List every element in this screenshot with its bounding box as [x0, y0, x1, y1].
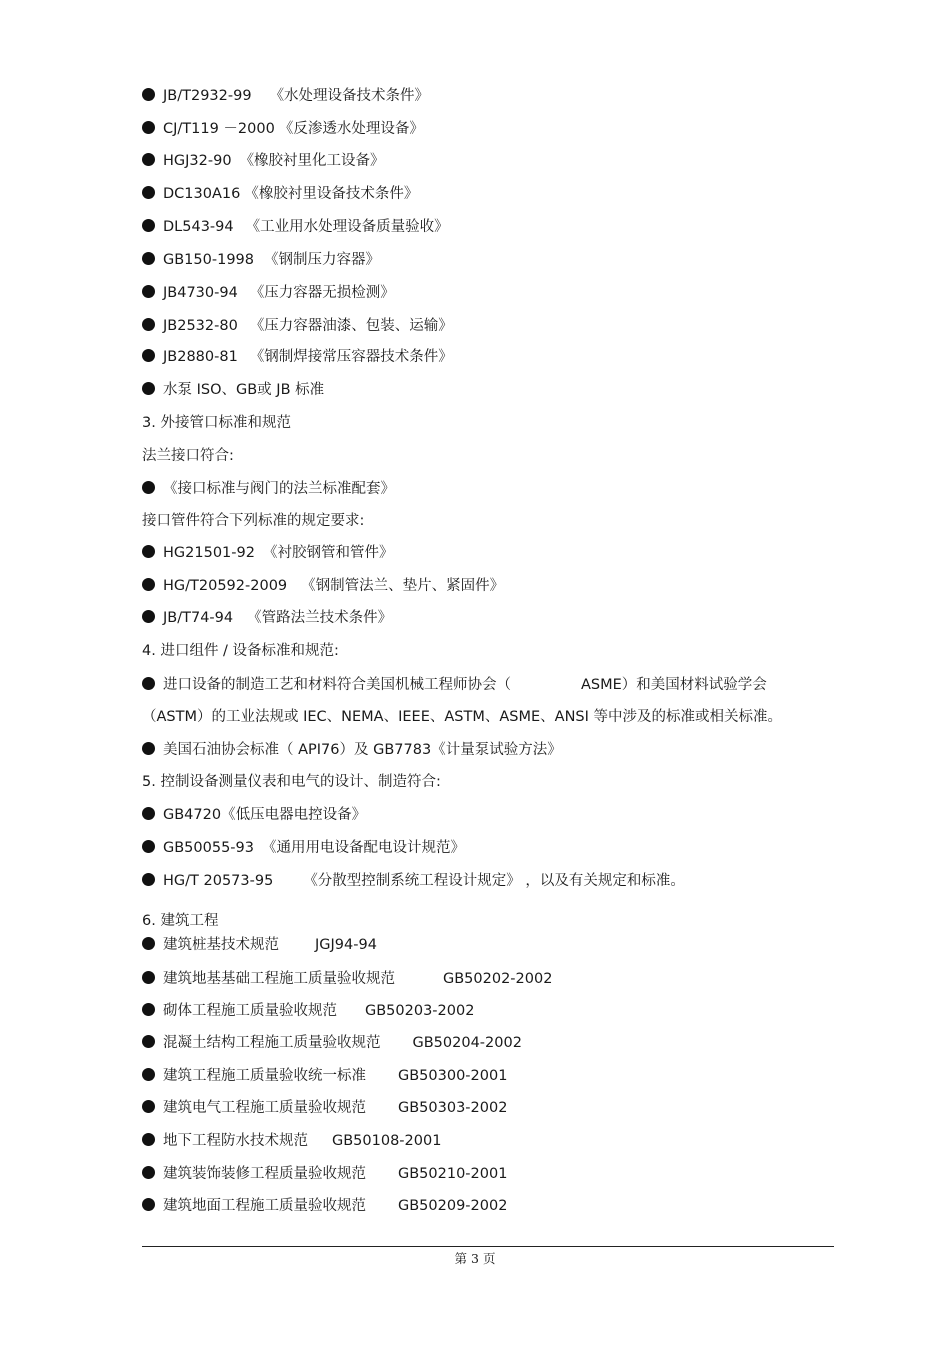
line-code: 建筑电气工程施工质量验收规范	[163, 1100, 366, 1116]
list-item	[142, 805, 366, 825]
bullet-icon	[142, 349, 155, 362]
bullet-icon	[142, 873, 155, 886]
line-code: 6. 建筑工程	[142, 913, 219, 929]
line-code: CJ/T119 －2000	[163, 121, 275, 137]
line-title: GB50209-2002	[398, 1198, 508, 1214]
line-code: 法兰接口符合:	[142, 448, 234, 464]
line-title: ASME）和美国材料试验学会	[581, 677, 767, 693]
line-code: JB/T2932-99	[163, 88, 252, 104]
line-code: 美国石油协会标准（ API76）及 GB7783《计量泵试验方法》	[163, 742, 562, 758]
list-item	[142, 1196, 507, 1216]
line-title: GB50300-2001	[398, 1068, 508, 1084]
line-title: 《橡胶衬里化工设备》	[239, 153, 385, 169]
line-code: 进口设备的制造工艺和材料符合美国机械工程师协会（	[163, 677, 511, 693]
line-title: GB50303-2002	[398, 1100, 508, 1116]
line-code: DC130A16	[163, 186, 241, 202]
line-code: JB2880-81	[163, 349, 238, 365]
paragraph-line	[142, 641, 339, 661]
bullet-icon	[142, 545, 155, 558]
bullet-icon	[142, 186, 155, 199]
line-code: JB2532-80	[163, 318, 238, 334]
list-item	[142, 86, 429, 106]
list-item	[142, 119, 424, 139]
line-code: GB150-1998	[163, 252, 254, 268]
paragraph-line	[142, 413, 291, 433]
bullet-icon	[142, 219, 155, 232]
line-title: 《钢制压力容器》	[264, 252, 380, 268]
line-title: 《衬胶钢管和管件》	[262, 545, 394, 561]
line-code: 4. 进口组件 / 设备标准和规范:	[142, 643, 339, 659]
line-title: GB50203-2002	[365, 1003, 475, 1019]
bullet-icon	[142, 1100, 155, 1113]
line-code: HGJ32-90	[163, 153, 232, 169]
bullet-icon	[142, 1068, 155, 1081]
list-item	[142, 283, 395, 303]
bullet-icon	[142, 578, 155, 591]
list-item	[142, 1001, 474, 1021]
paragraph-line	[142, 446, 234, 466]
line-title: 《分散型控制系统工程设计规定》 ，以及有关规定和标准。	[303, 873, 685, 889]
line-title: 《钢制管法兰、垫片、紧固件》	[301, 578, 505, 594]
bullet-icon	[142, 971, 155, 984]
list-item	[142, 1033, 522, 1053]
bullet-icon	[142, 153, 155, 166]
line-code: JB4730-94	[163, 285, 238, 301]
list-item	[142, 969, 552, 989]
line-code: （ASTM）的工业法规或 IEC、NEMA、IEEE、ASTM、ASME、ANSI 等中涉及的标准或相关标准。	[142, 709, 783, 725]
list-item	[142, 608, 392, 628]
list-item	[142, 838, 465, 858]
bullet-icon	[142, 840, 155, 853]
line-code: 地下工程防水技术规范	[163, 1133, 308, 1149]
bullet-icon	[142, 807, 155, 820]
line-title: 《反渗透水处理设备》	[278, 121, 424, 137]
list-item	[142, 740, 562, 760]
line-title: 《橡胶衬里设备技术条件》	[244, 186, 419, 202]
bullet-icon	[142, 1198, 155, 1211]
line-title: 《管路法兰技术条件》	[247, 610, 393, 626]
bullet-icon	[142, 610, 155, 623]
line-code: 建筑桩基技术规范	[163, 937, 279, 953]
list-item	[142, 935, 377, 955]
line-code: 建筑地面工程施工质量验收规范	[163, 1198, 366, 1214]
line-code: 建筑装饰装修工程质量验收规范	[163, 1166, 366, 1182]
line-title: GB50202-2002	[443, 971, 553, 987]
list-item	[142, 316, 453, 336]
line-title: GB50210-2001	[398, 1166, 508, 1182]
list-item	[142, 184, 418, 204]
bullet-icon	[142, 1035, 155, 1048]
line-title: 《水处理设备技术条件》	[269, 88, 430, 104]
line-code: 建筑地基基础工程施工质量验收规范	[163, 971, 395, 987]
list-item	[142, 1164, 507, 1184]
paragraph-line	[142, 707, 782, 727]
bullet-icon	[142, 742, 155, 755]
line-code: 3. 外接管口标准和规范	[142, 415, 291, 431]
list-item	[142, 380, 324, 400]
line-code: 混凝土结构工程施工质量验收规范	[163, 1035, 381, 1051]
list-item	[142, 1066, 507, 1086]
list-item	[142, 250, 380, 270]
line-title: GB50204-2002	[412, 1035, 522, 1051]
bullet-icon	[142, 88, 155, 101]
line-title: 《通用用电设备配电设计规范》	[262, 840, 465, 856]
list-item	[142, 347, 453, 367]
list-item	[142, 871, 685, 891]
line-code: 砌体工程施工质量验收规范	[163, 1003, 337, 1019]
footer-divider	[142, 1246, 834, 1247]
line-title: GB50108-2001	[332, 1133, 442, 1149]
line-title: 《压力容器无损检测》	[249, 285, 395, 301]
line-code: JB/T74-94	[163, 610, 234, 626]
list-item	[142, 217, 449, 237]
list-item	[142, 479, 395, 499]
list-item	[142, 543, 393, 563]
paragraph-line	[142, 772, 441, 792]
bullet-icon	[142, 1166, 155, 1179]
line-code: GB50055-93	[163, 840, 254, 856]
line-code: 水泵 ISO、GB或 JB 标准	[163, 382, 325, 398]
line-code: 《接口标准与阀门的法兰标准配套》	[163, 481, 395, 497]
line-code: DL543-94	[163, 219, 234, 235]
line-title: 《压力容器油漆、包装、运输》	[249, 318, 453, 334]
line-title: JGJ94-94	[315, 937, 377, 953]
bullet-icon	[142, 1003, 155, 1016]
bullet-icon	[142, 481, 155, 494]
line-code: HG/T20592-2009	[163, 578, 288, 594]
line-code: 5. 控制设备测量仪表和电气的设计、制造符合:	[142, 774, 441, 790]
page-number: 第 3 页	[454, 1251, 496, 1266]
bullet-icon	[142, 285, 155, 298]
bullet-icon	[142, 677, 155, 690]
list-item	[142, 1131, 441, 1151]
paragraph-line	[142, 911, 218, 931]
bullet-icon	[142, 318, 155, 331]
list-item	[142, 576, 504, 596]
line-code: HG21501-92	[163, 545, 255, 561]
line-code: GB4720	[163, 807, 222, 823]
line-code: HG/T 20573-95	[163, 873, 274, 889]
line-code: 接口管件符合下列标准的规定要求:	[142, 513, 365, 529]
line-title: 《工业用水处理设备质量验收》	[245, 219, 449, 235]
bullet-icon	[142, 121, 155, 134]
bullet-icon	[142, 1133, 155, 1146]
paragraph-line	[142, 511, 364, 531]
bullet-icon	[142, 382, 155, 395]
list-item	[142, 1098, 507, 1118]
bullet-icon	[142, 252, 155, 265]
line-title: 《钢制焊接常压容器技术条件》	[249, 349, 453, 365]
line-title: 《低压电器电控设备》	[221, 807, 367, 823]
line-code: 建筑工程施工质量验收统一标准	[163, 1068, 366, 1084]
bullet-icon	[142, 937, 155, 950]
list-item	[142, 151, 385, 171]
list-item	[142, 675, 767, 695]
